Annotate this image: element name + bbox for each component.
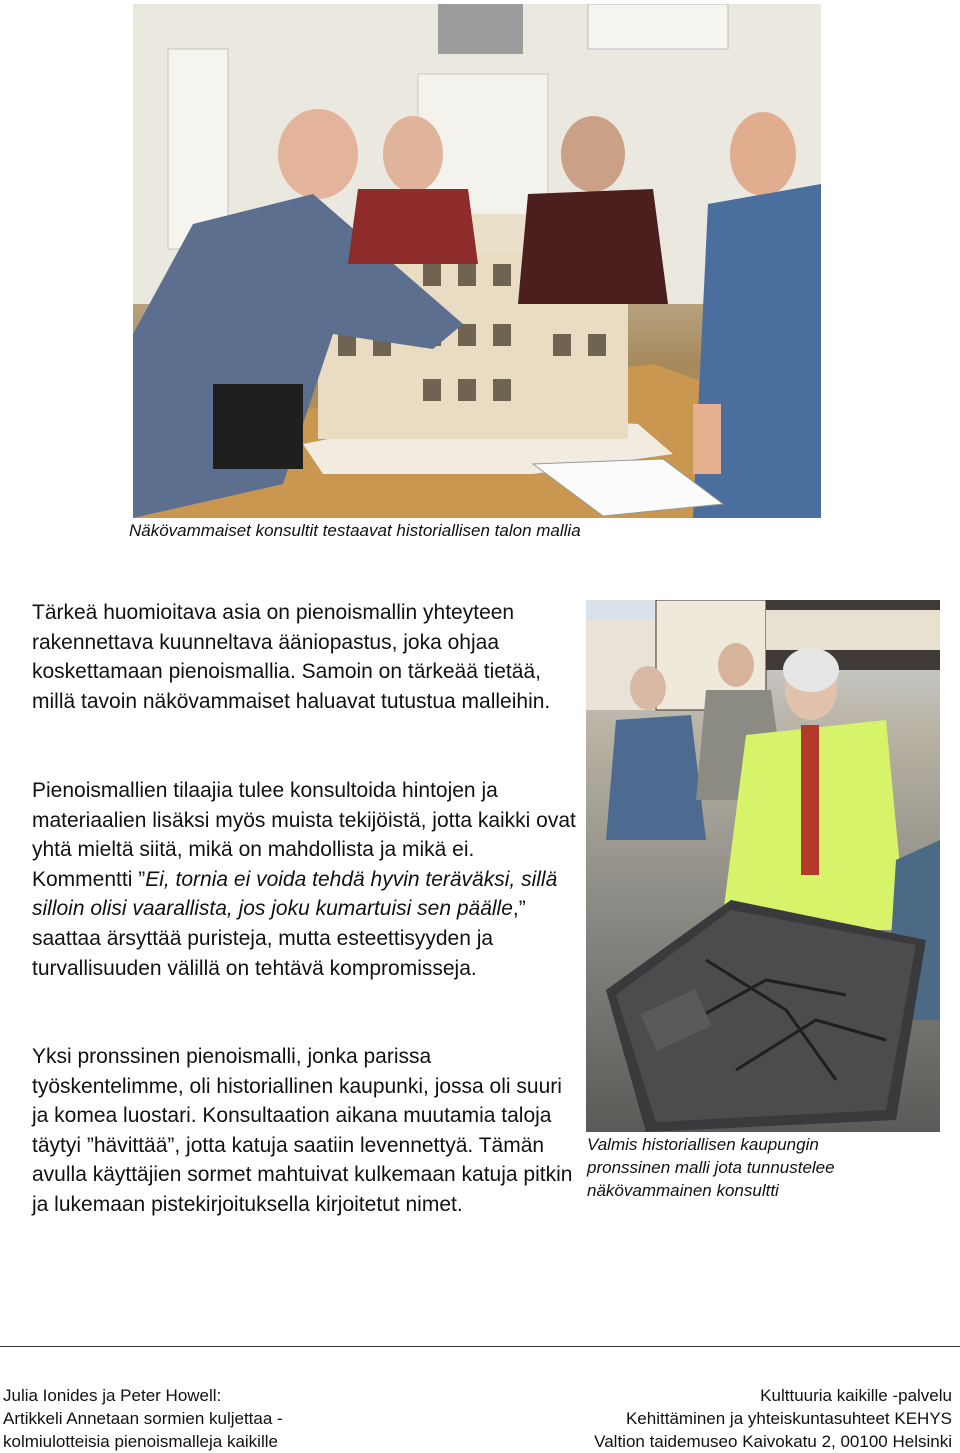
paragraph-2-start: Pienoismallien tilaajia tulee konsultoida hintojen ja materiaalien lisäksi myös muista tekijöistä, jotta kaikki ovat yhtä mieltä siitä, mikä on mahdollista ja mikä ei. Kommentti ” (32, 779, 576, 891)
photo-house-model (133, 4, 821, 518)
footer-article-subtitle: kolmiulotteisia pienoismalleja kaikille (3, 1432, 278, 1451)
paragraph-2-quote: Ei, tornia ei voida tehdä hyvin teräväksi, sillä silloin olisi vaarallista, jos joku kumartuisi sen päälle (32, 867, 558, 921)
footer-department: Kehittäminen ja yhteiskuntasuhteet KEHYS (625, 1409, 952, 1428)
paragraph-1: Tärkeä huomioitava asia on pienoismallin yhteyteen rakennettava kuunneltava ääniopastus, joka ohjaa koskettamaan pienoismallia. Samoin on tärkeää tietää, millä tavoin näkövammaiset haluavat tutustua malleihin. (32, 601, 551, 713)
paragraph-2-end: ,” saattaa ärsyttää puristeja, mutta esteettisyyden ja turvallisuuden välillä on tehtävä kompromisseja. (32, 897, 526, 980)
footer-article-title: Artikkeli Annetaan sormien kuljettaa - (3, 1409, 283, 1428)
paragraph-2 (32, 776, 577, 983)
footer-right (594, 1384, 952, 1453)
figure-caption-1: Näkövammaiset konsultit testaavat historiallisen talon mallia (129, 521, 581, 540)
footer-authors: Julia Ionides ja Peter Howell: (3, 1386, 222, 1405)
footer-service-name: Kulttuuria kaikille -palvelu (760, 1386, 952, 1405)
photo-bronze-town-model (586, 600, 940, 1132)
footer-divider (0, 1346, 960, 1347)
paragraph-3: Yksi pronssinen pienoismalli, jonka parissa työskentelimme, oli historiallinen kaupunki, jossa oli suuri ja komea luostari. Konsultaation aikana muutamia taloja täytyi ”hävittää”, jotta katuja saatiin levennettyä. Tämän avulla käyttäjien sormet mahtuivat kulkemaan katuja pitkin ja lukemaan pistekirjoituksella kirjoitetut nimet. (32, 1045, 573, 1216)
figure-caption-2: Valmis historiallisen kaupungin pronssinen malli jota tunnustelee näkövammainen konsultti (587, 1135, 835, 1200)
footer-left (3, 1384, 283, 1453)
footer-address: Valtion taidemuseo Kaivokatu 2, 00100 Helsinki (594, 1432, 952, 1451)
